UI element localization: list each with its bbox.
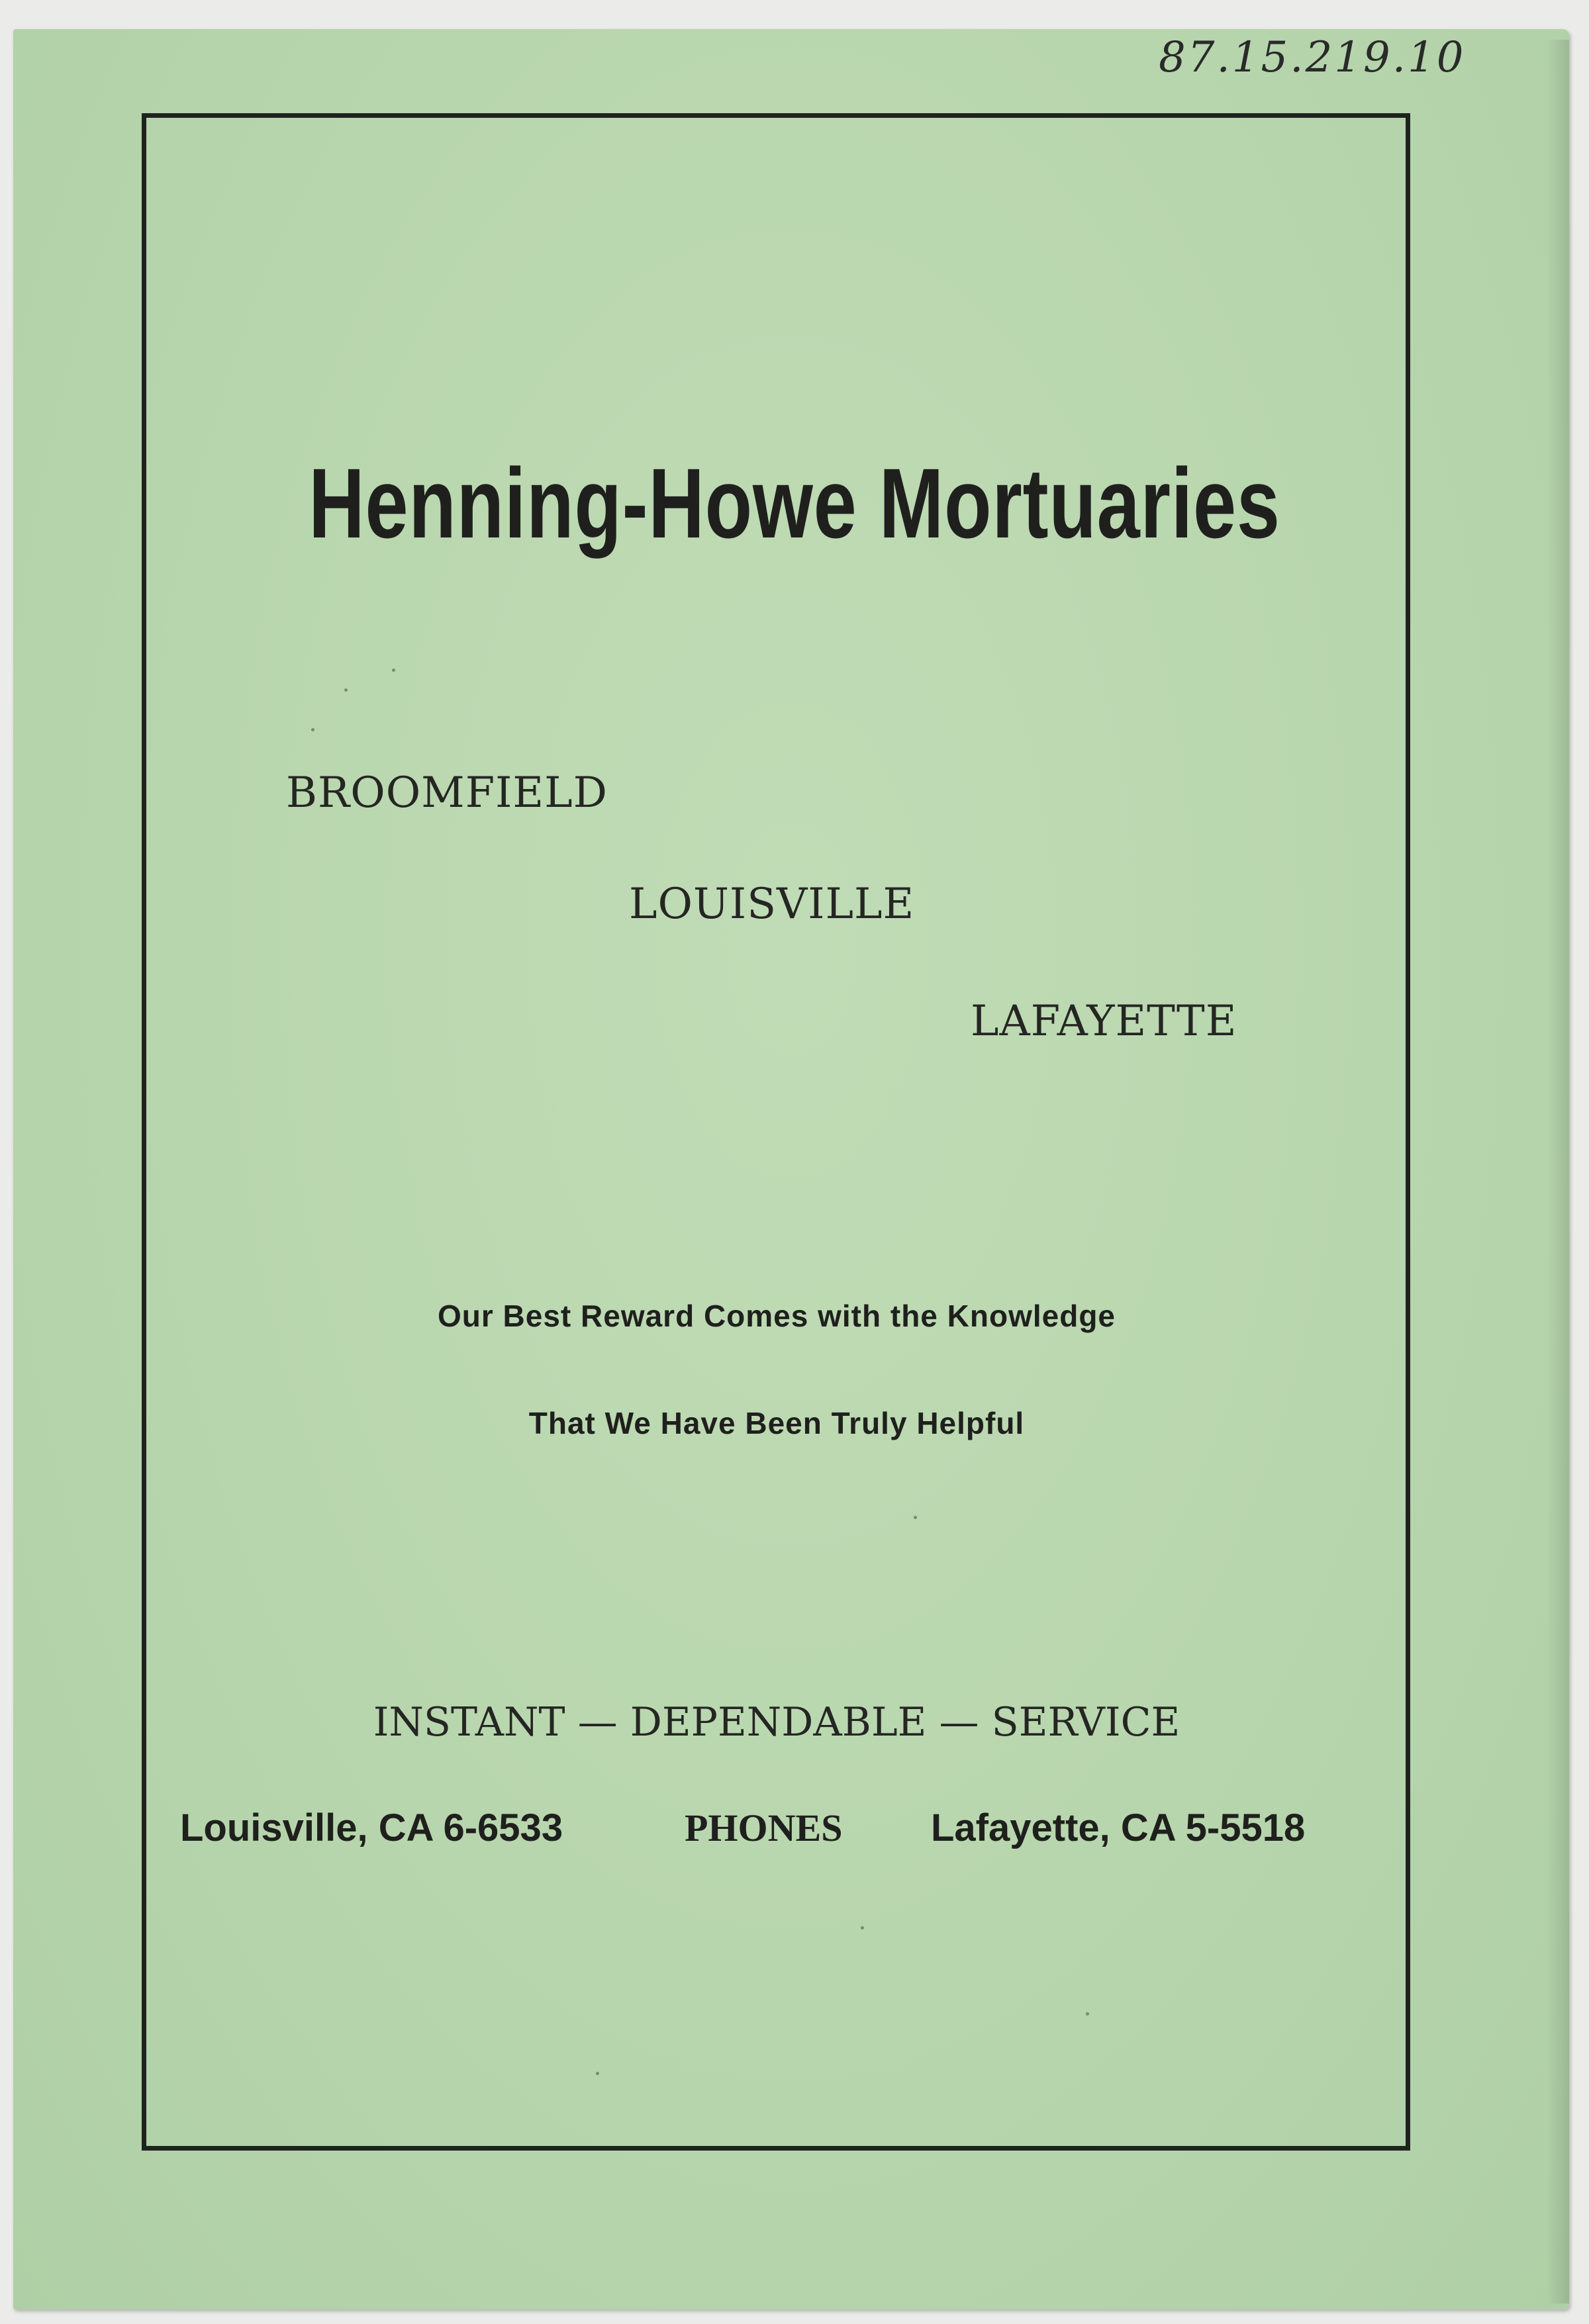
phone-louisville: Louisville, CA 6-6533 xyxy=(180,1806,563,1849)
paper-right-edge xyxy=(1547,40,1569,2303)
paper-speck xyxy=(914,1516,917,1519)
paper-speck xyxy=(392,669,395,672)
handwritten-catalog-number: 87.15.219.10 xyxy=(1159,33,1466,82)
phones-label: PHONES xyxy=(685,1806,843,1849)
paper-speck xyxy=(344,688,348,692)
paper-speck xyxy=(861,1926,864,1929)
motto-line-2: That We Have Been Truly Helpful xyxy=(528,1406,1025,1440)
paper-speck xyxy=(311,728,314,731)
motto-line-1: Our Best Reward Comes with the Knowledge xyxy=(437,1299,1116,1333)
paper-speck xyxy=(596,2072,599,2075)
location-lafayette: LAFAYETTE xyxy=(971,997,1237,1046)
page-title: Henning-Howe Mortuaries xyxy=(309,447,1280,559)
service-tagline: INSTANT — DEPENDABLE — SERVICE xyxy=(373,1699,1180,1745)
phone-lafayette: Lafayette, CA 5-5518 xyxy=(931,1806,1306,1849)
location-louisville: LOUISVILLE xyxy=(629,880,915,929)
location-broomfield: BROOMFIELD xyxy=(286,768,608,817)
paper-speck xyxy=(1086,2012,1089,2016)
